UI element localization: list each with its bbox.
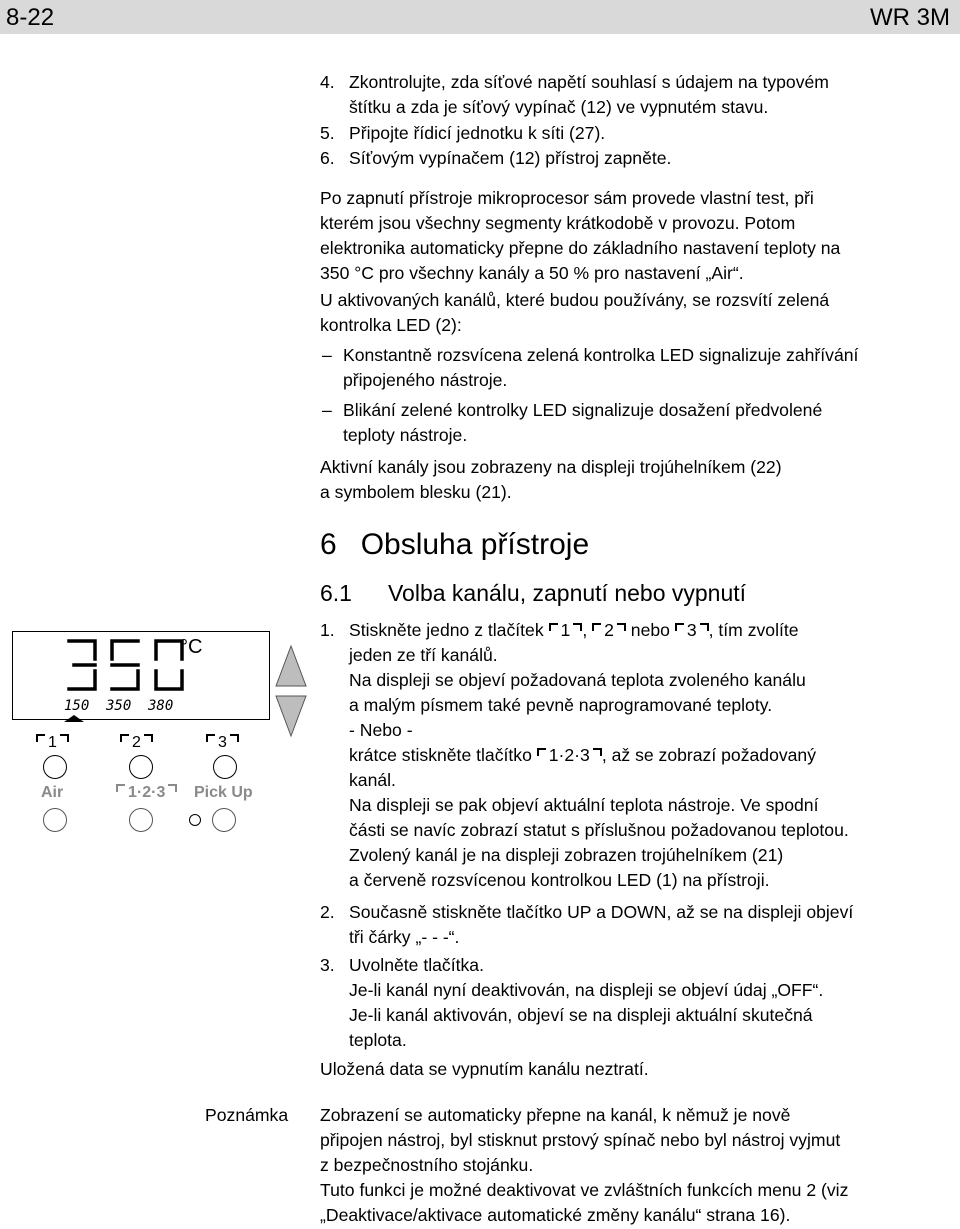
key-label: 3	[686, 620, 697, 640]
subsection-number: 6.1	[320, 580, 352, 606]
arrow-buttons	[274, 644, 308, 740]
step-text	[349, 70, 949, 120]
channel-cycle-label: 1·2·3	[116, 784, 177, 802]
text-line: tři čárky „- - -“.	[349, 927, 460, 947]
text-line: a symbolem blesku (21).	[320, 482, 512, 502]
text-span: , až se na displeji objeví	[666, 902, 854, 922]
air-label: Air	[41, 784, 64, 801]
text-line: Zobrazení se automaticky přepne na kanál, k němuž je nově	[320, 1105, 791, 1125]
text-line: a malým písmem také pevně naprogramované teploty.	[349, 695, 773, 715]
step-text	[349, 618, 949, 893]
text-line: kterém jsou všechny segmenty krátkodobě v provozu. Potom	[320, 213, 796, 233]
pickup-led	[189, 814, 201, 826]
step-number: 2.	[320, 902, 335, 922]
text-line: Zvolený kanál je na displeji zobrazen trojúhelníkem (21)	[349, 845, 784, 865]
channel-temp-2: 350	[106, 698, 132, 714]
text-line: připojen nástroj, byl stisknut prstový spínač nebo byl nástroj vyjmut	[320, 1130, 841, 1150]
text-span: nebo	[625, 620, 675, 640]
text-line: Je-li kanál aktivován, objeví se na displeji aktuální skutečná	[349, 1005, 813, 1025]
bullet-dash: –	[322, 345, 332, 365]
text-line: Blikání zelené kontrolky LED signalizuje dosažení předvolené	[343, 400, 823, 420]
text-line: teploty nástroje.	[343, 425, 468, 445]
text-line: jeden ze tří kanálů.	[349, 645, 498, 665]
channel-indicator-icon	[64, 715, 84, 722]
channel-cycle-button[interactable]	[129, 808, 153, 832]
section-number: 6	[320, 528, 337, 561]
text-line: Aktivní kanály jsou zobrazeny na displeji trojúhelníkem (22)	[320, 457, 782, 477]
text-line	[349, 618, 949, 643]
text-line: štítku a zda je síťový vypínač (12) ve vypnutém stavu.	[349, 97, 769, 117]
bullet-text	[343, 343, 943, 393]
channel-3-button[interactable]	[213, 755, 237, 779]
closing-line: Uložená data se vypnutím kanálu neztratí.	[320, 1059, 649, 1079]
step-number: 5.	[320, 123, 335, 143]
subsection-title: Volba kanálu, zapnutí nebo vypnutí	[387, 580, 747, 606]
pickup-button[interactable]	[212, 808, 236, 832]
display-unit: °C	[180, 636, 203, 658]
text-line: kanál.	[349, 770, 396, 790]
note-label: Poznámka	[205, 1105, 289, 1125]
key-label: 2	[604, 620, 614, 640]
channel-3-label: 3	[206, 734, 239, 752]
text-line: části se navíc zobrazí statut s příslušnou požadovanou teplotou.	[349, 820, 849, 840]
key-label: 1	[560, 620, 571, 640]
text-line: U aktivovaných kanálů, které budou používány, se rozsvítí zelená	[320, 290, 830, 310]
text-line: Tuto funkci je možné deaktivovat ve zvláštních funkcích menu 2 (viz	[320, 1180, 849, 1200]
pickup-label: Pick Up	[194, 784, 253, 801]
text-line: kontrolka LED (2):	[320, 315, 462, 335]
section-heading	[320, 525, 589, 565]
step-text: Síťovým vypínačem (12) přístroj zapněte.	[349, 148, 672, 168]
channel-temp-1: 150	[64, 698, 90, 714]
step-text	[349, 953, 949, 1053]
page-number: 8-22	[6, 4, 55, 31]
text-line: připojeného nástroje.	[343, 370, 508, 390]
bullet-dash: –	[322, 400, 332, 420]
subsection-heading	[320, 578, 746, 608]
text-line: teplota.	[349, 1030, 407, 1050]
text-span: krátce stiskněte tlačítko	[349, 745, 537, 765]
key-123	[537, 745, 602, 765]
up-key-label: UP	[567, 902, 592, 922]
text-line: Je-li kanál nyní deaktivován, na displeji se objeví údaj „OFF“.	[349, 980, 824, 1000]
paragraph-active-channels	[320, 455, 950, 505]
step-text: Připojte řídicí jednotku k síti (27).	[349, 123, 606, 143]
text-line: Na displeji se objeví požadovaná teplota zvoleného kanálu	[349, 670, 806, 690]
up-arrow-icon[interactable]	[276, 646, 306, 686]
channel-2-label: 2	[120, 734, 153, 752]
key-label: 1·2·3	[548, 745, 590, 765]
page-header	[0, 0, 960, 34]
text-line: Konstantně rozsvícena zelená kontrolka LED signalizuje zahřívání	[343, 345, 859, 365]
channel-1-button[interactable]	[43, 755, 67, 779]
text-span: , až se zobrazí požadovaný	[601, 745, 817, 765]
step-number: 1.	[320, 620, 335, 640]
note-text	[320, 1103, 950, 1228]
bullet-text	[343, 398, 943, 448]
text-line: a červeně rozsvícenou kontrolkou LED (1) na přístroji.	[349, 870, 770, 890]
text-line: elektronika automaticky přepne do základního nastavení teploty na	[320, 238, 841, 258]
text-span: , tím zvolíte	[708, 620, 799, 640]
step-number: 6.	[320, 148, 335, 168]
channel-2-button[interactable]	[129, 755, 153, 779]
text-line: - Nebo -	[349, 720, 413, 740]
text-span: Stiskněte jedno z tlačítek	[349, 620, 549, 640]
text-span: a	[591, 902, 611, 922]
paragraph-selftest	[320, 186, 950, 286]
step-number: 4.	[320, 72, 335, 92]
text-line: „Deaktivace/aktivace automatické změny kanálu“ strana 16).	[320, 1205, 791, 1225]
text-line	[349, 743, 949, 768]
key-1	[549, 620, 583, 640]
key-2	[592, 620, 626, 640]
paragraph-led	[320, 288, 950, 338]
text-line	[349, 900, 949, 925]
air-button[interactable]	[43, 808, 67, 832]
key-3	[675, 620, 709, 640]
step-text	[349, 900, 949, 950]
text-line: 350 °C pro všechny kanály a 50 % pro nastavení „Air“.	[320, 263, 744, 283]
down-arrow-icon[interactable]	[276, 696, 306, 736]
text-line: Po zapnutí přístroje mikroprocesor sám provede vlastní test, při	[320, 188, 814, 208]
step-number: 3.	[320, 955, 335, 975]
down-key-label: DOWN	[610, 902, 667, 922]
lcd-digits	[12, 631, 270, 723]
model-name: WR 3M	[870, 4, 950, 31]
channel-temp-3: 380	[148, 698, 174, 714]
text-line: Uvolněte tlačítka.	[349, 955, 484, 975]
text-line: Na displeji se pak objeví aktuální teplota nástroje. Ve spodní	[349, 795, 819, 815]
text-line: Zkontrolujte, zda síťové napětí souhlasí s údajem na typovém	[349, 72, 829, 92]
text-span: ,	[582, 620, 593, 640]
text-span: Současně stiskněte tlačítko	[349, 902, 568, 922]
text-line: z bezpečnostního stojánku.	[320, 1155, 534, 1175]
section-title: Obsluha přístroje	[360, 528, 590, 561]
channel-1-label: 1	[36, 734, 69, 752]
